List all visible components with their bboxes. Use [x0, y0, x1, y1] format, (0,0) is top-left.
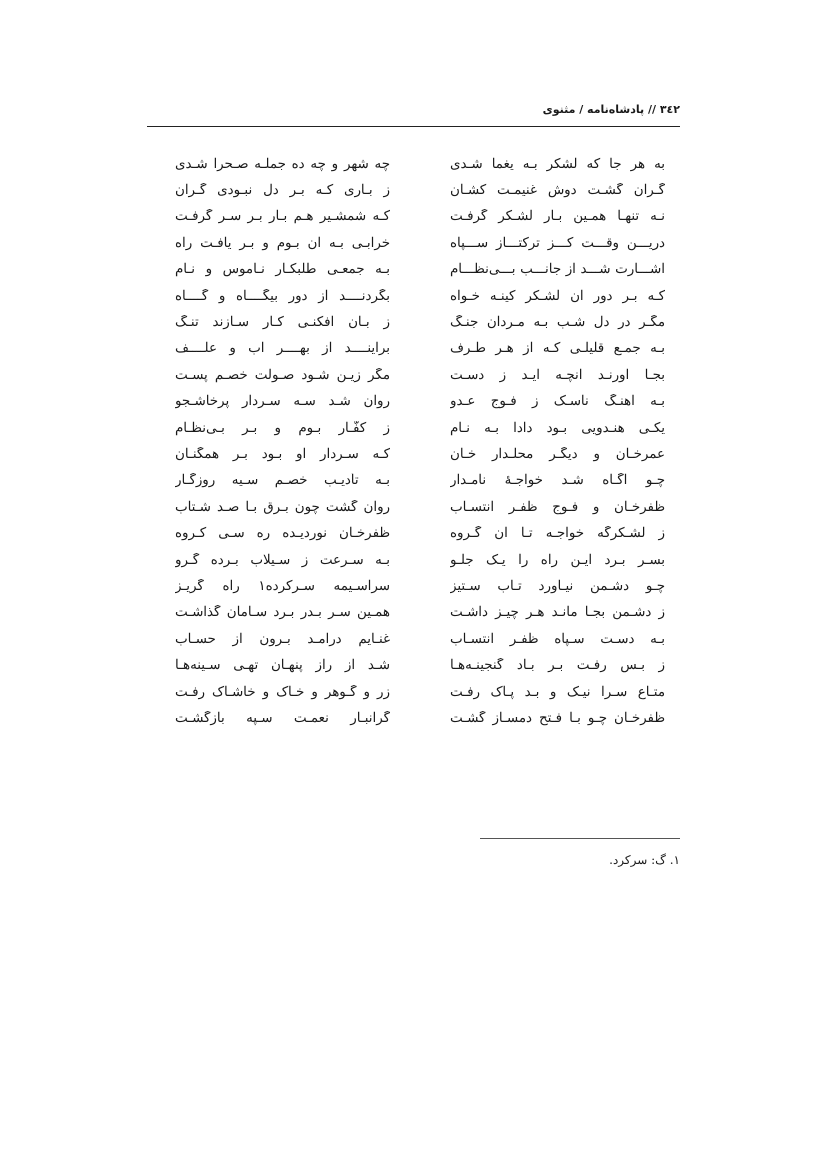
hemistich-right: دریـــن وقـــت کـــز ترکتـــاز ســـپاه [450, 235, 665, 251]
hemistich-right: نـه تنهـا همـین بـار لشـکر گرفـت [450, 209, 665, 225]
hemistich-left: کـه شمشـیر هـم بـار بـر سـر گرفـت [175, 209, 390, 225]
hemistich-right: ز لشـکرگه خواجـه تـا آن گـروه [450, 526, 665, 542]
hemistich-right: بـه دسـت سـپاه ظفـر انتسـاب [450, 631, 665, 647]
couplet [175, 520, 665, 546]
hemistich-left: کـه سـردار او بـود بـر همگنـان [175, 446, 390, 462]
hemistich-right: اشـــارت شـــد از جانـــب بـــی‌نظـــام [450, 262, 665, 278]
hemistich-left: شـد از راز پنهـان تهـی سـینه‌هـا [175, 658, 390, 674]
couplet [175, 705, 665, 731]
hemistich-right: عمرخـان و دیگـر محلـدار خـان [450, 446, 665, 462]
running-header: ۳٤۲ // پادشاه‌نامه / مثنوی [542, 103, 680, 116]
header-rule [147, 126, 680, 127]
hemistich-left: همـین سـر بـدر بـرد سـامان گذاشـت [175, 605, 390, 621]
hemistich-right: ظفرخـان چـو بـا فـتح دمسـاز گشـت [450, 710, 665, 726]
hemistich-left: زر و گـوهر و خـاک و خاشـاک رفـت [175, 684, 390, 700]
couplet [175, 309, 665, 335]
hemistich-right: به هر جا که لشکر بـه یغما شـدی [450, 156, 665, 172]
couplet [175, 362, 665, 388]
couplet [175, 257, 665, 283]
hemistich-left: بـه جمعـی طلبکـار نـاموس و نـام [175, 262, 390, 278]
footnote: ۱. گ: سرکرد. [609, 853, 680, 867]
hemistich-left: ظفرخـان نوردیـده ره سـی کـروه [175, 526, 390, 542]
hemistich-left: بگردنــــد از دور بیگــــاه و گــــاه [175, 288, 390, 304]
couplet [175, 151, 665, 177]
couplet [175, 441, 665, 467]
hemistich-right: ز بـس رفـت بـر بـاد گنجینـه‌هـا [450, 658, 665, 674]
hemistich-right: کـه بـر دور آن لشـکر کینـه خـواه [450, 288, 665, 304]
hemistich-right: بسـر بـرد ایـن راه را یـک جلـو [450, 552, 665, 568]
couplet [175, 573, 665, 599]
hemistich-right: بـه جمـع قلیلـی کـه از هـر طـرف [450, 341, 665, 357]
hemistich-left: برآینــــد از بهــــر آب و علــــف [175, 341, 390, 357]
hemistich-right: بجـا آورنـد آنچـه آیـد ز دسـت [450, 367, 665, 383]
couplet [175, 652, 665, 678]
couplet [175, 600, 665, 626]
hemistich-right: بـه آهنـگ ناسـک ز فـوج عـدو [450, 394, 665, 410]
hemistich-left: ز بـاری کـه بـر دل نبـودی گـران [175, 183, 390, 199]
hemistich-left: خرابـی بـه آن بـوم و بـر یافـت راه [175, 235, 390, 251]
hemistich-right: مگـر در دل شـب بـه مـردان جنـگ [450, 315, 665, 331]
hemistich-right: چـو آگـاه شـد خواجـهٔ نامـدار [450, 473, 665, 489]
couplet [175, 415, 665, 441]
couplet [175, 626, 665, 652]
couplet [175, 283, 665, 309]
couplet [175, 468, 665, 494]
hemistich-left: مگر زیـن شـود صـولت خصـم پسـت [175, 367, 390, 383]
hemistich-right: یکـی هنـدویی بـود دادا بـه نـام [450, 420, 665, 436]
couplet [175, 494, 665, 520]
couplet [175, 230, 665, 256]
couplet [175, 389, 665, 415]
hemistich-right: چـو دشـمن نیـاورد تـاب سـتیز [450, 578, 665, 594]
couplet [175, 679, 665, 705]
footnote-rule [480, 838, 680, 839]
poem-couplets [175, 151, 665, 732]
hemistich-right: متـاع سـرا نیـک و بـد پـاک رفـت [450, 684, 665, 700]
hemistich-left: چه شهر و چه ده جملـه صـحرا شـدی [175, 156, 390, 172]
hemistich-left: بـه سـرعت ز سـیلاب بـرده گـرو [175, 552, 390, 568]
hemistich-left: ز کفّـار بـوم و بـر بـی‌نظـام [175, 420, 390, 436]
hemistich-left: بـه تأدیـب خصـم سـیه روزگـار [175, 473, 390, 489]
hemistich-left: گرانبـار نعمـت سـپه بازگشـت [175, 710, 390, 726]
couplet [175, 547, 665, 573]
couplet [175, 204, 665, 230]
hemistich-left: ز بـان افکنـی کـار سـازند تنـگ [175, 315, 390, 331]
hemistich-left: روان شـد سـه سـردار پرخاشـجو [175, 394, 390, 410]
hemistich-right: ظفرخـان و فـوج ظفـر انتسـاب [450, 499, 665, 515]
couplet [175, 336, 665, 362]
hemistich-right: ز دشـمن بجـا مانـد هـر چیـز داشـت [450, 605, 665, 621]
hemistich-right: گـران گشـت دوش غنیمـت کشـان [450, 183, 665, 199]
hemistich-left: سراسـیمه سـرکرده۱ راه گریـز [175, 578, 390, 594]
hemistich-left: غنـایم درآمـد بـرون از حسـاب [175, 631, 390, 647]
hemistich-left: روان گشت چون بـرق بـا صـد شـتاب [175, 499, 390, 515]
couplet [175, 177, 665, 203]
